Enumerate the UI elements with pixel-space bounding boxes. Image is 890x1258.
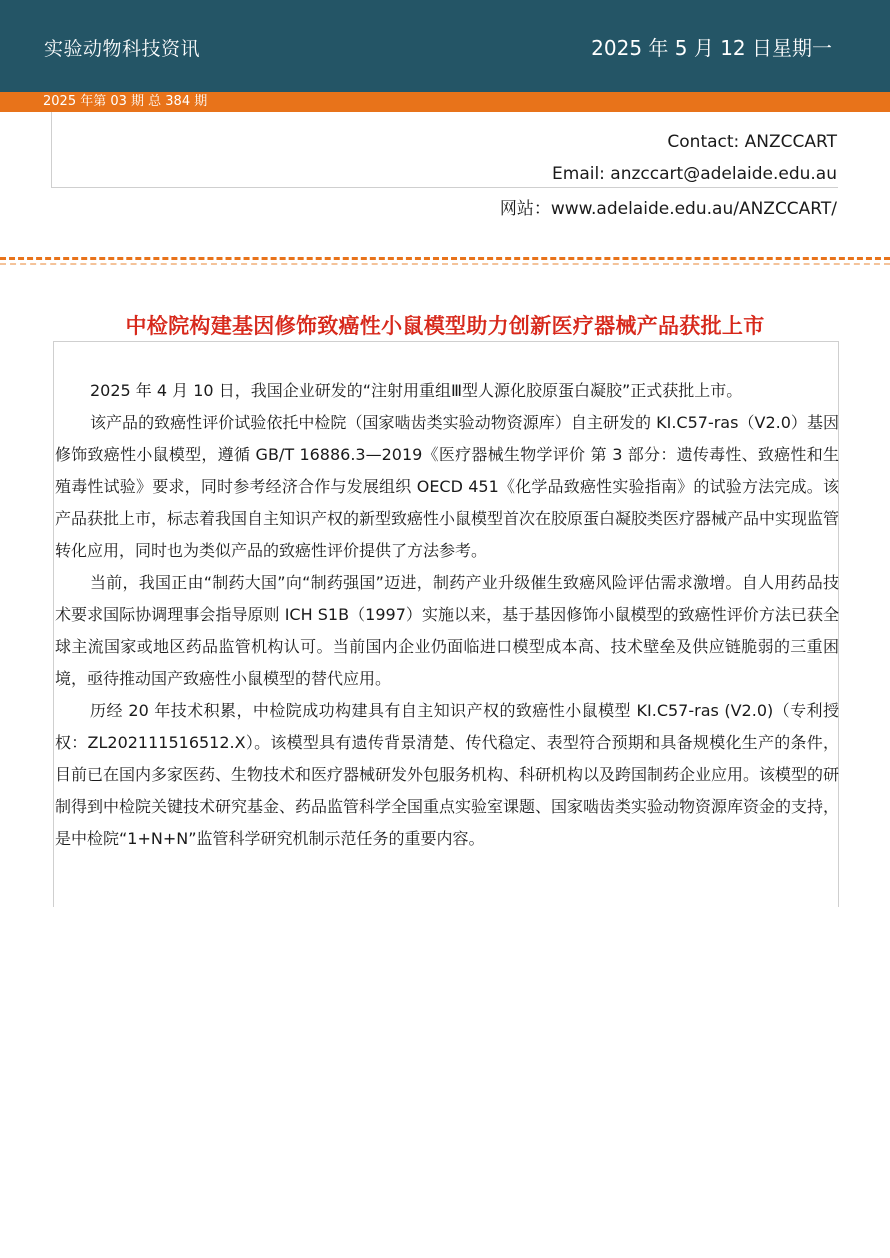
header-band <box>0 0 890 92</box>
article-title: 中检院构建基因修饰致癌性小鼠模型助力创新医疗器械产品获批上市 <box>125 314 765 338</box>
article-paragraph: 当前，我国正由“制药大国”向“制药强国”迈进，制药产业升级催生致癌风险评估需求激增。自人用药品技术要求国际协调理事会指导原则 ICH S1B（1997）实施以来，基于基因修饰小鼠模型的致癌性评价方法已获全球主流国家或地区药品监管机构认可。当前国内企业仍面临进口模型成本高、技术壁垒及供应链脆弱的三重困境，亟待推动国产致癌性小鼠模型的替代应用。 <box>55 573 839 688</box>
article-paragraph: 该产品的致癌性评价试验依托中检院（国家啮齿类实验动物资源库）自主研发的 KI.C57-ras（V2.0）基因修饰致癌性小鼠模型，遵循 GB/T 16886.3—2019《医疗器械生物学评价 第 3 部分：遗传毒性、致癌性和生殖毒性试验》要求，同时参考经济合作与发展组织 OECD 451《化学品致癌性实验指南》的试验方法完成。该产品获批上市，标志着我国自主知识产权的新型致癌性小鼠模型首次在胶原蛋白凝胶类医疗器械产品中实现监管转化应用，同时也为类似产品的致癌性评价提供了方法参考。 <box>55 413 840 560</box>
article-body <box>55 375 839 855</box>
issue-band <box>0 92 890 112</box>
article-paragraph: 历经 20 年技术积累，中检院成功构建具有自主知识产权的致癌性小鼠模型 KI.C57-ras (V2.0)（专利授权：ZL202111516512.X）。该模型具有遗传背景清楚、传代稳定、表型符合预期和具备规模化生产的条件，目前已在国内多家医药、生物技术和医疗器械研发外包服务机构、科研机构以及跨国制药企业应用。该模型的研制得到中检院关键技术研究基金、药品监管科学全国重点实验室课题、国家啮齿类实验动物资源库资金的支持，是中检院“1+N+N”监管科学研究机制示范任务的重要内容。 <box>55 701 840 848</box>
article-paragraph: 2025 年 4 月 10 日，我国企业研发的“注射用重组Ⅲ型人源化胶原蛋白凝胶”正式获批上市。 <box>90 381 743 400</box>
issue-date: 2025 年 5 月 12 日星期一 <box>591 36 832 60</box>
contact-website[interactable]: 网站：www.adelaide.edu.au/ANZCCART/ <box>499 199 837 219</box>
contact-name: Contact: ANZCCART <box>667 132 837 152</box>
section-divider-shadow <box>0 263 890 265</box>
contact-email[interactable]: Email: anzccart@adelaide.edu.au <box>552 164 837 184</box>
publication-name: 实验动物科技资讯 <box>44 38 201 60</box>
section-divider <box>0 257 890 260</box>
issue-number: 2025 年第 03 期 总 384 期 <box>43 94 208 109</box>
